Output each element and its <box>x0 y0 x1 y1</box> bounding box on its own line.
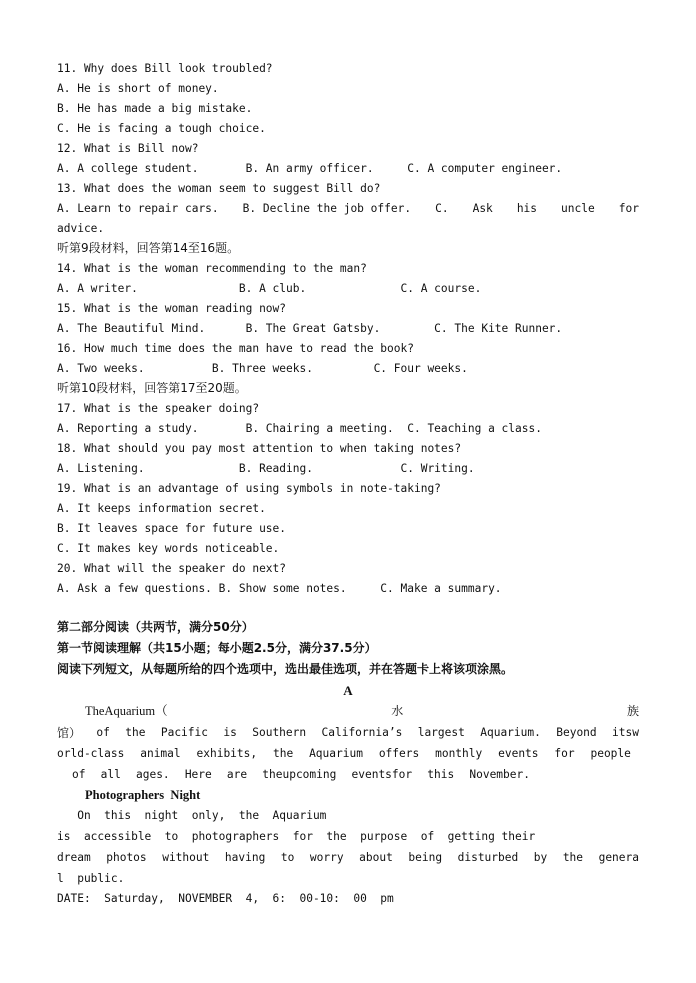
q19-option-a: A. It keeps information secret. <box>57 502 266 515</box>
passage-word: Southern <box>252 726 307 739</box>
passage-word: without <box>162 851 210 864</box>
passage-word: genera <box>598 851 639 864</box>
passage-word: this <box>427 768 455 781</box>
passage-word: the <box>125 726 146 739</box>
q19-question: 19. What is an advantage of using symbols in note-taking? <box>57 482 441 495</box>
passage-word: ages. <box>135 768 170 781</box>
q11-option-c: C. He is facing a tough choice. <box>57 122 266 135</box>
passage-word: animal <box>140 747 181 760</box>
event-title: Photographers Night <box>85 788 201 802</box>
q17-question: 17. What is the speaker doing? <box>57 402 260 415</box>
passage-word: 馆） <box>57 726 82 740</box>
q11-option-b: B. He has made a big mistake. <box>57 102 253 115</box>
passage-word: worry <box>309 851 344 864</box>
section-one-title: 第一节阅读理解（共15小题；每小题2.5分，满分37.5分） <box>57 641 377 655</box>
passage-word: events <box>498 747 539 760</box>
q20-question: 20. What will the speaker do next? <box>57 562 287 575</box>
passage-line-4 <box>72 768 530 782</box>
passage-word: the <box>272 747 294 760</box>
q17-options: A. Reporting a study. B. Chairing a meeting. C. Teaching a class. <box>57 422 542 435</box>
passage-word: theupcoming <box>262 768 337 781</box>
passage-word: Aquarium <box>309 747 363 760</box>
passage-word: 水 <box>391 704 404 718</box>
event-line-2: is accessible to photographers for the purpose of getting their <box>57 830 536 843</box>
q13-option-a: A. Learn to repair cars. <box>57 202 219 215</box>
section-9-heading: 听第9段材料，回答第14至16题。 <box>57 241 240 255</box>
event-date: DATE: Saturday, NOVEMBER 4, 6: 00-10: 00 pm <box>57 892 394 905</box>
q13-options <box>57 202 639 216</box>
q11-question: 11. Why does Bill look troubled? <box>57 62 273 75</box>
q13-option-c-word: his <box>516 202 538 215</box>
passage-word: the <box>562 851 584 864</box>
passage-word: largest <box>417 726 465 739</box>
reading-instruction: 阅读下列短文，从每题所给的四个选项中，选出最佳选项，并在答题卡上将该项涂黑。 <box>57 662 514 676</box>
passage-word: of <box>72 768 86 781</box>
q16-question: 16. How much time does the man have to read the book? <box>57 342 414 355</box>
passage-word: having <box>224 851 266 864</box>
passage-word: TheAquarium（ <box>85 704 168 718</box>
q19-option-c: C. It makes key words noticeable. <box>57 542 280 555</box>
passage-label: A <box>343 683 353 698</box>
passage-word: for <box>554 747 575 760</box>
event-line-1: On this night only, the Aquarium <box>57 809 327 822</box>
passage-line-2 <box>57 726 639 740</box>
q18-question: 18. What should you pay most attention to when taking notes? <box>57 442 462 455</box>
passage-word: orld-class <box>57 747 125 760</box>
q13-question: 13. What does the woman seem to suggest Bill do? <box>57 182 381 195</box>
passage-word: monthly <box>435 747 483 760</box>
q15-options: A. The Beautiful Mind. B. The Great Gatsby. C. The Kite Runner. <box>57 322 563 335</box>
event-line-4: l public. <box>57 872 125 885</box>
passage-word: Aquarium. <box>480 726 541 739</box>
q11-option-a: A. He is short of money. <box>57 82 219 95</box>
passage-word: by <box>533 851 548 864</box>
passage-word: California’s <box>321 726 403 739</box>
q14-question: 14. What is the woman recommending to the man? <box>57 262 367 275</box>
passage-word: eventsfor <box>351 768 413 781</box>
passage-word: people <box>590 747 631 760</box>
q16-options: A. Two weeks. B. Three weeks. C. Four weeks. <box>57 362 468 375</box>
passage-word: 族 <box>626 704 639 718</box>
passage-word: offers <box>378 747 420 760</box>
passage-word: are <box>226 768 248 781</box>
passage-word: dream <box>57 851 91 864</box>
passage-line-1 <box>85 704 639 718</box>
passage-line-3 <box>57 747 631 761</box>
q13-option-c-word: Ask <box>472 202 493 215</box>
passage-word: all <box>100 768 121 781</box>
passage-word: being <box>408 851 443 864</box>
q13-option-b: B. Decline the job offer. <box>242 202 412 215</box>
q12-question: 12. What is Bill now? <box>57 142 199 155</box>
part-two-title: 第二部分阅读（共两节，满分50分） <box>57 620 254 634</box>
passage-word: photos <box>106 851 147 864</box>
passage-word: November. <box>469 768 530 781</box>
passage-word: Here <box>184 768 212 781</box>
passage-word: is <box>223 726 237 739</box>
passage-word: itsw <box>612 726 639 739</box>
q13-option-c-word: for <box>618 202 639 215</box>
q19-option-b: B. It leaves space for future use. <box>57 522 287 535</box>
q20-options: A. Ask a few questions. B. Show some notes. C. Make a summary. <box>57 582 502 595</box>
q13-option-c-letter: C. <box>435 202 449 215</box>
passage-word: to <box>280 851 295 864</box>
q13-option-c-word: uncle <box>561 202 595 215</box>
q12-options: A. A college student. B. An army officer. C. A computer engineer. <box>57 162 563 175</box>
q15-question: 15. What is the woman reading now? <box>57 302 287 315</box>
q13-option-c-cont: advice. <box>57 222 105 235</box>
event-line-3 <box>57 851 639 865</box>
q14-options: A. A writer. B. A club. C. A course. <box>57 282 482 295</box>
passage-word: Pacific <box>160 726 208 739</box>
passage-word: exhibits, <box>196 747 258 760</box>
section-10-heading: 听第10段材料，回答第17至20题。 <box>57 381 247 395</box>
q18-options: A. Listening. B. Reading. C. Writing. <box>57 462 475 475</box>
passage-word: of <box>96 726 110 739</box>
passage-word: Beyond <box>556 726 597 739</box>
passage-word: disturbed <box>457 851 519 864</box>
passage-word: about <box>359 851 393 864</box>
